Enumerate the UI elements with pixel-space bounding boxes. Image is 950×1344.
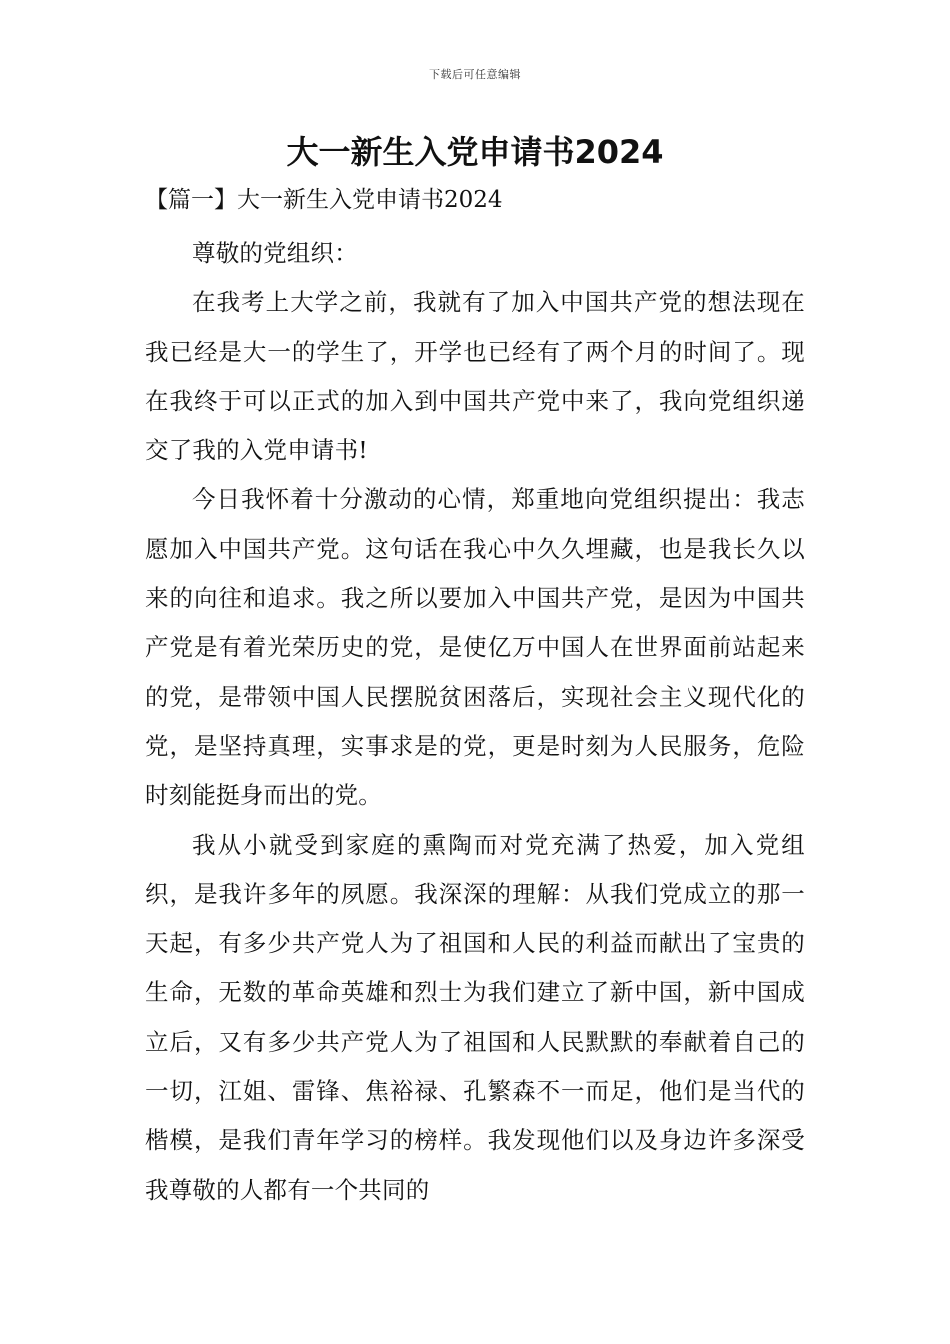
header-note: 下载后可任意编辑 xyxy=(429,68,521,81)
paragraph-3: 我从小就受到家庭的熏陶而对党充满了热爱，加入党组织，是我许多年的夙愿。我深深的理解：从我们党成立的那一天起，有多少共产党人为了祖国和人民的利益而献出了宝贵的生命，无数的革命英雄和烈士为我们建立了新中国，新中国成立后，又有多少共产党人为了祖国和人民默默的奉献着自己的一切，江姐、雷锋、焦裕禄、孔繁森不一而足，他们是当代的楷模，是我们青年学习的榜样。我发现他们以及身边许多深受我尊敬的人都有一个共同的 xyxy=(145,830,805,1204)
paragraph-2: 今日我怀着十分激动的心情，郑重地向党组织提出：我志愿加入中国共产党。这句话在我心中久久埋藏，也是我长久以来的向往和追求。我之所以要加入中国共产党，是因为中国共产党是有着光荣历史的党，是使亿万中国人在世界面前站起来的党，是带领中国人民摆脱贫困落后，实现社会主义现代化的党，是坚持真理，实事求是的党，更是时刻为人民服务，危险时刻能挺身而出的党。 xyxy=(145,485,805,810)
page-title: 大一新生入党申请书2024 xyxy=(286,133,664,171)
body-text xyxy=(145,229,805,1215)
section-heading: 【篇一】大一新生入党申请书2024 xyxy=(145,187,503,213)
paragraph-1: 在我考上大学之前，我就有了加入中国共产党的想法现在我已经是大一的学生了，开学也已经有了两个月的时间了。现在我终于可以正式的加入到中国共产党中来了，我向党组织递交了我的入党申请书! xyxy=(145,288,805,465)
salutation: 尊敬的党组织： xyxy=(192,239,358,267)
